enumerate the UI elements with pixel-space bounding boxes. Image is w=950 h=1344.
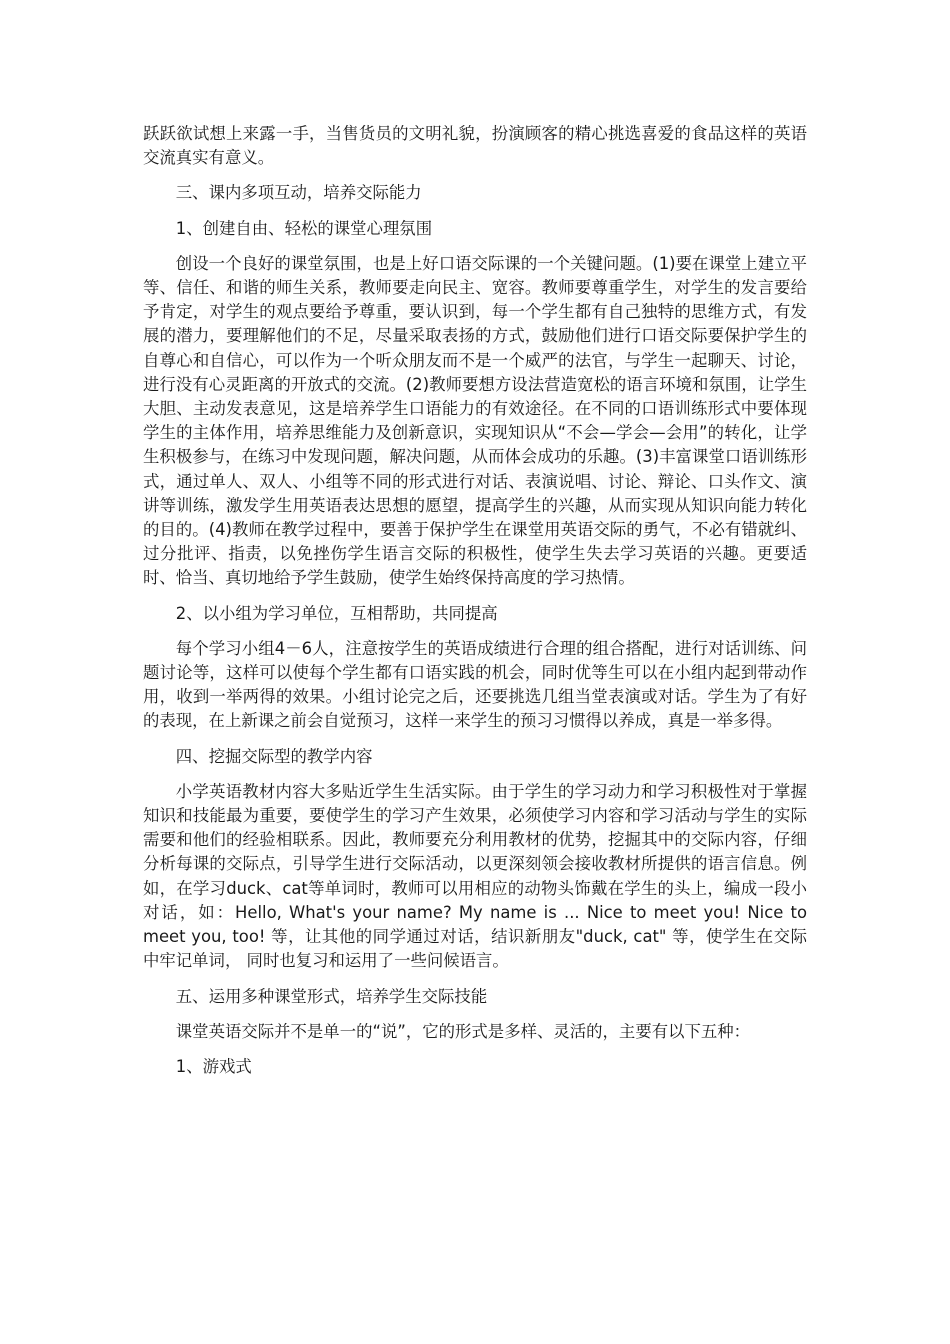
section-heading: 三、课内多项互动，培养交际能力	[175, 183, 422, 203]
body-paragraph: 课堂英语交际并不是单一的“说”，它的形式是多样、灵活的，主要有以下五种：	[175, 1021, 751, 1041]
subsection-heading: 1、游戏式	[175, 1056, 252, 1076]
section-heading: 五、运用多种课堂形式，培养学生交际技能	[175, 986, 488, 1006]
body-paragraph: 创设一个良好的课堂氛围，也是上好口语交际课的一个关键问题。(1)要在课堂上建立平等、信任、和谐的师生关系，教师要走向民主、宽容。教师要尊重学生，对学生的发言要给予肯定，对学生的观点要给予尊重，要认识到，每一个学生都有自己独特的思维方式，有发展的潜力，要理解他们的不足，尽量采取表扬的方式，鼓励他们进行口语交际要保护学生的自尊心和自信心，可以作为一个听众朋友而不是一个威严的法官，与学生一起聊天、讨论，进行没有心灵距离的开放式的交流。(2)教师要想方设法营造宽松的语言环境和氛围，让学生大胆、主动发表意见，这是培养学生口语能力的有效途径。在不同的口语训练形式中要体现学生的主体作用，培养思维能力及创新意识，实现知识从“不会—学会—会用”的转化，让学生积极参与，在练习中发现问题，解决问题，从而体会成功的乐趣。(3)丰富课堂口语训练形式，通过单人、双人、小组等不同的形式进行对话、表演说唱、讨论、辩论、口头作文、演讲等训练，激发学生用英语表达思想的愿望，提高学生的兴趣，从而实现从知识向能力转化的目的。(4)教师在教学过程中，要善于保护学生在课堂用英语交际的勇气，不必有错就纠、过分批评、指责，以免挫伤学生语言交际的积极性，使学生失去学习英语的兴趣。更要适时、恰当、真切地给予学生鼓励，使学生始终保持高度的学习热情。	[143, 253, 807, 588]
subsection-heading: 1、创建自由、轻松的课堂心理氛围	[175, 218, 433, 238]
body-paragraph: 每个学习小组4－6人，注意按学生的英语成绩进行合理的组合搭配，进行对话训练、问题讨论等，这样可以使每个学生都有口语实践的机会，同时优等生可以在小组内起到带动作用，收到一举两得的效果。小组讨论完之后，还要挑选几组当堂表演或对话。学生为了有好的表现，在上新课之前会自觉预习，这样一来学生的预习习惯得以养成，真是一举多得。	[143, 638, 807, 731]
section-heading: 四、挖掘交际型的教学内容	[175, 746, 373, 766]
body-paragraph: 跃跃欲试想上来露一手，当售货员的文明礼貌，扮演顾客的精心挑选喜爱的食品这样的英语交流真实有意义。	[143, 124, 807, 168]
body-paragraph: 小学英语教材内容大多贴近学生生活实际。由于学生的学习动力和学习积极性对于掌握知识和技能最为重要，要使学生的学习产生效果，必须使学习内容和学习活动与学生的实际需要和他们的经验相联系。因此，教师要充分利用教材的优势，挖掘其中的交际内容，仔细分析每课的交际点，引导学生进行交际活动，以更深刻领会接收教材所提供的语言信息。例如，在学习duck、cat等单词时，教师可以用相应的动物头饰戴在学生的头上，编成一段小对话，如：Hello, What's your name? My name is ... Nice to meet you! Nice to meet you, too! 等，让其他的同学通过对话，结识新朋友"duck, cat" 等，使学生在交际中牢记单词， 同时也复习和运用了一些问候语言。	[143, 781, 807, 971]
document-page	[143, 122, 807, 1090]
subsection-heading: 2、以小组为学习单位，互相帮助，共同提高	[175, 603, 498, 623]
